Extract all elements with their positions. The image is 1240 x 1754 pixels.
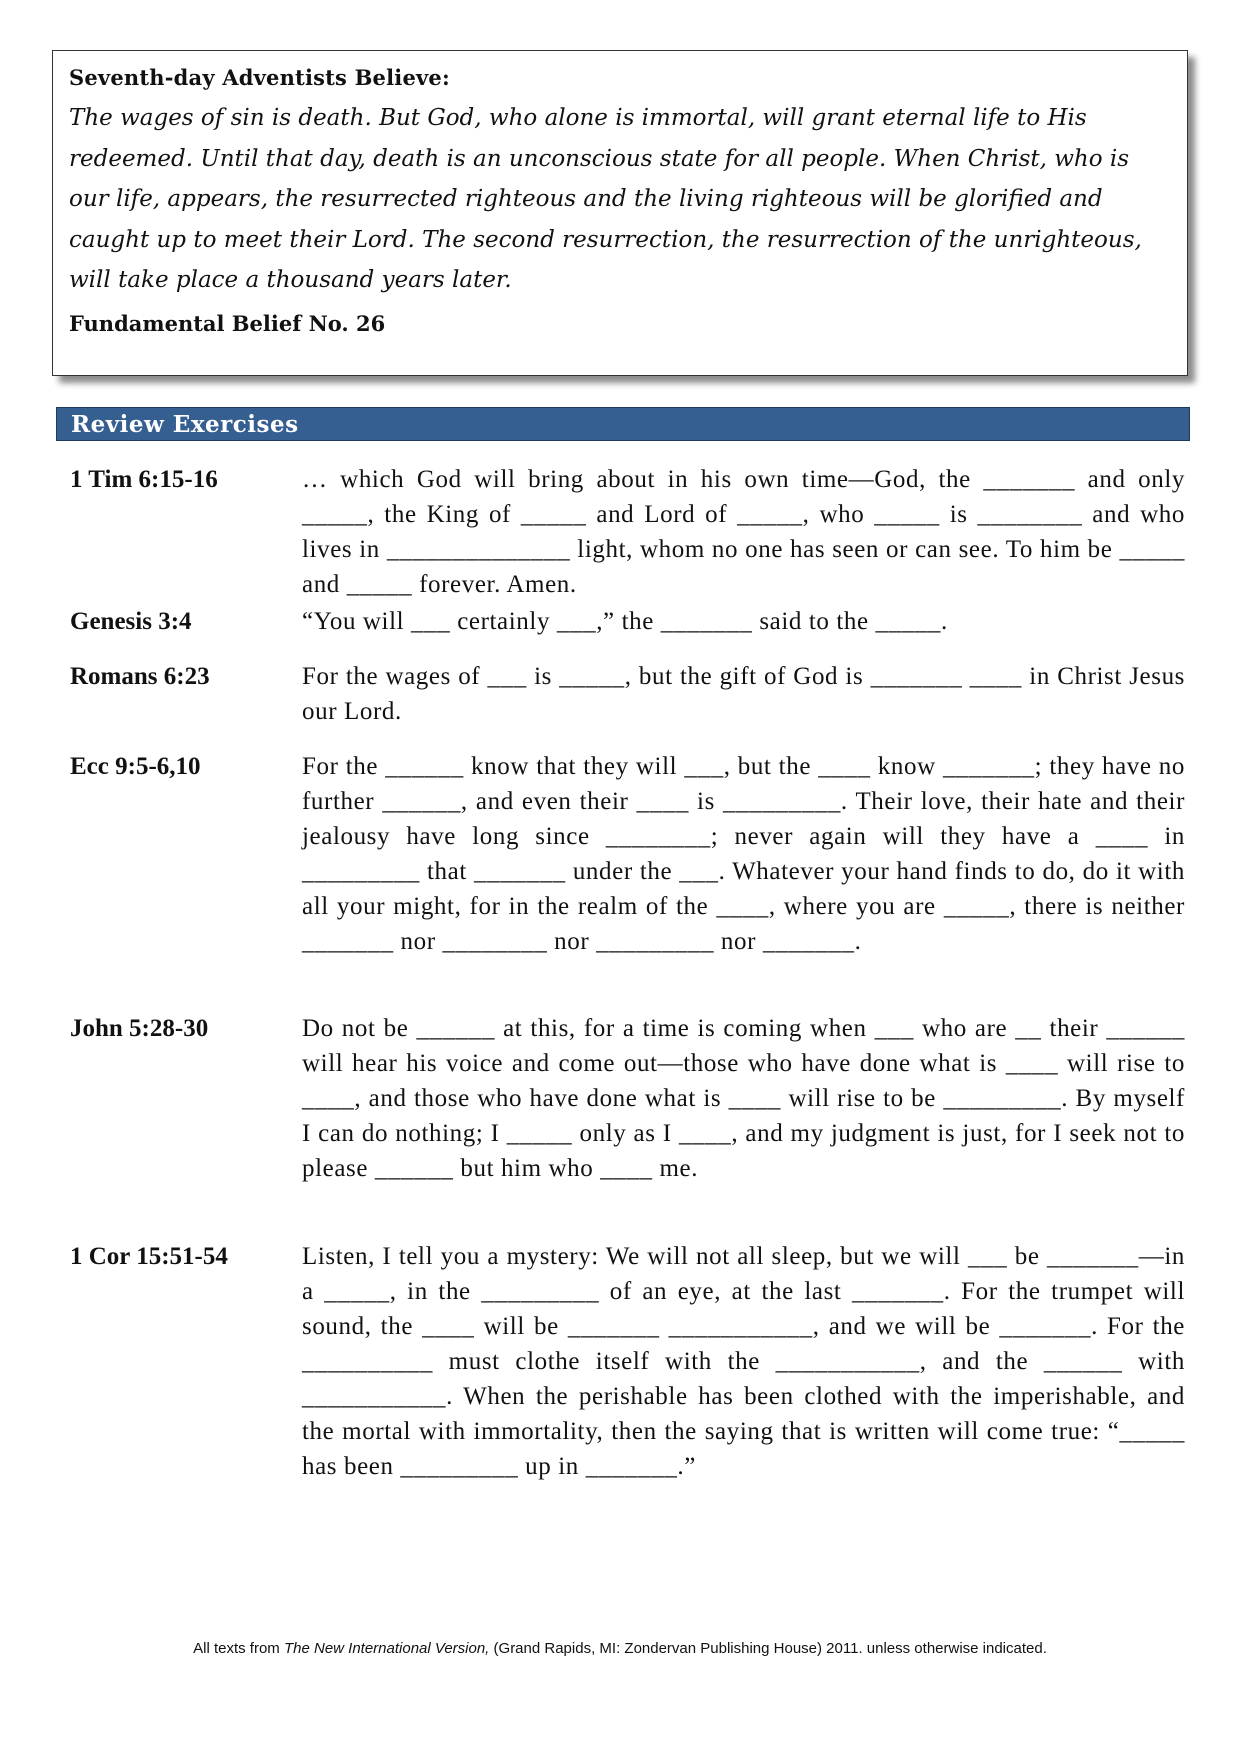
footer-prefix: All texts from [193,1640,284,1657]
exercise-reference: Romans 6:23 [70,663,210,690]
belief-reference: Fundamental Belief No. 26 [69,310,386,336]
section-title: Review Exercises [56,407,1190,441]
footer-suffix: (Grand Rapids, MI: Zondervan Publishing House) 2011. unless otherwise indicated. [489,1640,1047,1657]
exercise-row [70,604,1185,659]
exercise-row [70,462,1185,604]
exercise-text: “You will ___ certainly ___,” the _______ said to the _____. [302,608,948,635]
exercise-text: Listen, I tell you a mystery: We will not all sleep, but we will ___ be _______—in a _____, in the _________ of an eye, at the last _______. For the trumpet will sound, the ____ will be _______ ___________, and we will be _______. For the __________ must clothe itself with the ___________, and the ______ with ___________. When the perishable has been clothed with the imperishable, and the mortal with immortality, then the saying that is written will come true: “_____ has been _________ up in _______.” [302,1243,1185,1480]
belief-heading: Seventh-day Adventists Believe: [69,65,450,90]
exercise-text: … which God will bring about in his own time—God, the _______ and only _____, the King of _____ and Lord of _____, who _____ is ________ and who lives in ______________ light, whom no one has seen or can see. To him be _____ and _____ forever. Amen. [302,466,1185,598]
exercise-reference: Ecc 9:5-6,10 [70,753,201,780]
exercise-row [70,659,1185,749]
belief-box [52,50,1188,376]
belief-text: The wages of sin is death. But God, who alone is immortal, will grant eternal life to His redeemed. Until that day, death is an unconscious state for all people. When Christ, who is our life, appears, the resurrected righteous and the living righteous will be glorified and caught up to meet their Lord. The second resurrection, the resurrection of the unrighteous, will take place a thousand years later. [69,105,1142,293]
footer-book-title: The New International Version, [283,1640,490,1657]
exercise-text: For the wages of ___ is _____, but the gift of God is _______ ____ in Christ Jesus our Lord. [302,663,1185,725]
exercise-row [70,1239,1185,1484]
exercise-row [70,1011,1185,1239]
exercise-text: For the ______ know that they will ___, but the ____ know _______; they have no further ______, and even their ____ is _________. Their love, their hate and their jealousy have long since ________; never again will they have a ____ in _________ that _______ under the ___. Whatever your hand finds to do, do it with all your might, for in the realm of the ____, where you are _____, there is neither _______ nor ________ nor _________ nor _______. [302,753,1185,955]
exercise-row [70,749,1185,1011]
exercise-list [70,462,1185,1484]
exercise-text: Do not be ______ at this, for a time is coming when ___ who are __ their ______ will hear his voice and come out—those who have done what is ____ will rise to ____, and those who have done what is ____ will rise to be _________. By myself I can do nothing; I _____ only as I ____, and my judgment is just, for I seek not to please ______ but him who ____ me. [302,1015,1185,1182]
exercise-reference: 1 Tim 6:15-16 [70,466,218,493]
exercise-reference: John 5:28-30 [70,1015,209,1042]
footer-citation [0,1640,1240,1657]
exercise-reference: 1 Cor 15:51-54 [70,1243,228,1270]
exercise-reference: Genesis 3:4 [70,608,192,635]
